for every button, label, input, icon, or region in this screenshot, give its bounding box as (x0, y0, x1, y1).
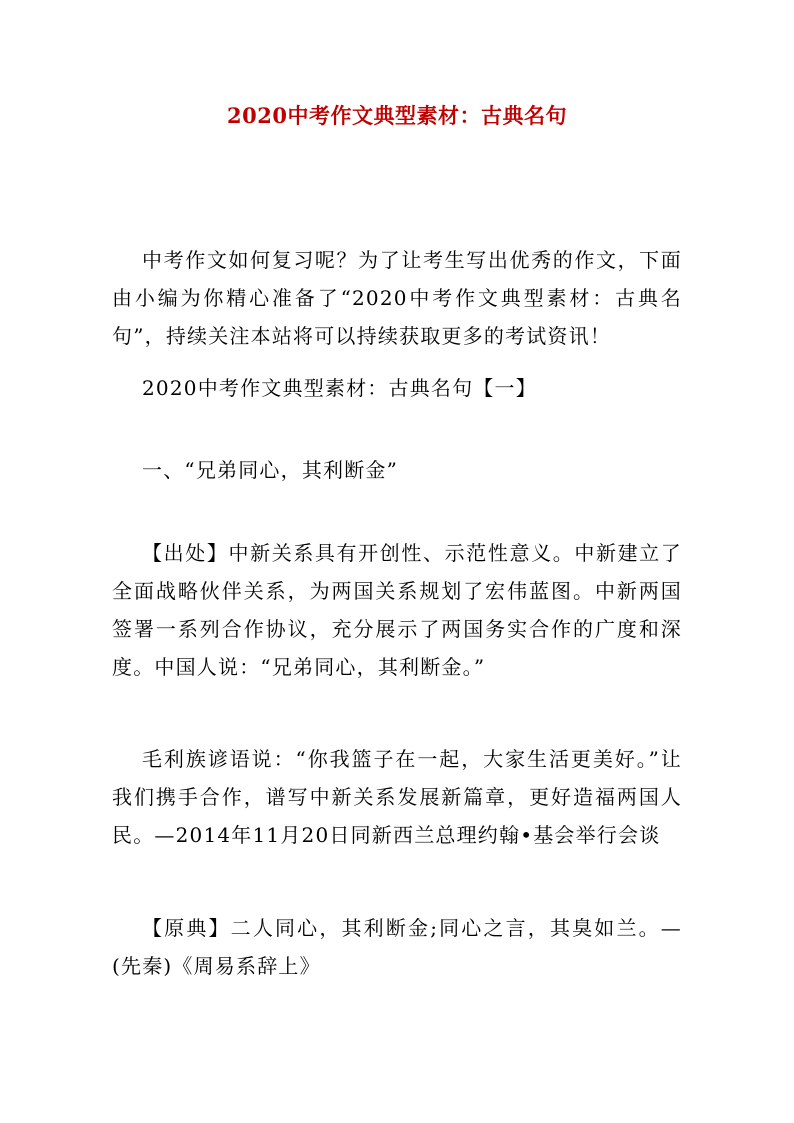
original-text-paragraph: 【原典】二人同心，其利断金;同心之言，其臭如兰。—(先秦)《周易系辞上》 (112, 916, 682, 978)
section-heading: 2020中考作文典型素材：古典名句【一】 (142, 376, 537, 400)
intro-paragraph: 中考作文如何复习呢？为了让考生写出优秀的作文，下面由小编为你精心准备了“2020中考作文典型素材：古典名句”，持续关注本站将可以持续获取更多的考试资讯！ (112, 248, 682, 348)
proverb-paragraph: 毛利族谚语说：“你我篮子在一起，大家生活更美好。”让我们携手合作，谱写中新关系发展新篇章，更好造福两国人民。—2014年11月20日同新西兰总理约翰•基会举行会谈 (112, 747, 682, 847)
quote-heading: 一、“兄弟同心，其利断金” (142, 458, 399, 482)
source-paragraph: 【出处】中新关系具有开创性、示范性意义。中新建立了全面战略伙伴关系，为两国关系规划了宏伟蓝图。中新两国签署一系列合作协议，充分展示了两国务实合作的广度和深度。中国人说：“兄弟同心，其利断金。” (112, 541, 682, 679)
document-title: 2020中考作文典型素材：古典名句 (227, 103, 567, 128)
